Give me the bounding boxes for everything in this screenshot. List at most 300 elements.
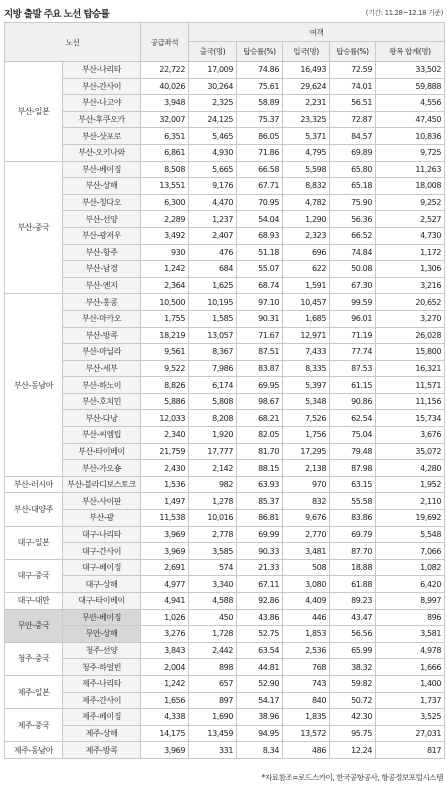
dep-rate-cell: 51.18 [237,244,283,261]
dep-rate-cell: 58.89 [237,95,283,112]
seats-cell: 22,722 [141,62,189,79]
arrivals-cell: 2,323 [283,227,330,244]
arr-rate-cell: 69.79 [330,526,376,543]
arr-rate-cell: 61.15 [330,377,376,394]
route-cell: 부산-베이징 [63,161,141,178]
seats-cell: 9,561 [141,344,189,361]
seats-cell: 4,941 [141,593,189,610]
region-group-cell: 부산-대양주 [5,493,63,526]
arr-rate-cell: 72.87 [330,111,376,128]
route-cell: 부산-후쿠오카 [63,111,141,128]
seats-cell: 1,755 [141,310,189,327]
table-row [5,344,445,361]
arr-rate-cell: 38.32 [330,659,376,676]
table-row [5,493,445,510]
arrivals-cell: 17,295 [283,443,330,460]
seats-cell: 8,826 [141,377,189,394]
departures-cell: 5,665 [189,161,237,178]
arrivals-cell: 1,685 [283,310,330,327]
table-row [5,227,445,244]
dep-rate-cell: 71.67 [237,327,283,344]
arrivals-cell: 768 [283,659,330,676]
arrivals-cell: 13,572 [283,725,330,742]
arrivals-cell: 5,397 [283,377,330,394]
total-cell: 1,082 [376,559,445,576]
arr-rate-cell: 42.30 [330,709,376,726]
departures-cell: 982 [189,476,237,493]
seats-cell: 3,843 [141,642,189,659]
arr-rate-cell: 50.72 [330,692,376,709]
arr-rate-cell: 65.80 [330,161,376,178]
dep-rate-cell: 68.93 [237,227,283,244]
arrivals-cell: 4,409 [283,593,330,610]
departures-cell: 2,407 [189,227,237,244]
route-cell: 제주-나리타 [63,675,141,692]
seats-cell: 5,886 [141,393,189,410]
route-cell: 부산-상해 [63,178,141,195]
arr-rate-cell: 74.01 [330,78,376,95]
total-cell: 2,527 [376,211,445,228]
table-row [5,393,445,410]
arrivals-cell: 486 [283,742,330,759]
dep-rate-cell: 83.87 [237,360,283,377]
arr-rate-cell: 66.52 [330,227,376,244]
dep-rate-cell: 85.37 [237,493,283,510]
departures-cell: 7,986 [189,360,237,377]
departures-cell: 8,367 [189,344,237,361]
total-cell: 18,008 [376,178,445,195]
table-row [5,327,445,344]
departures-cell: 2,325 [189,95,237,112]
route-cell: 부산-항주 [63,244,141,261]
table-row [5,742,445,759]
region-group-cell: 청주-중국 [5,642,63,675]
departures-cell: 6,174 [189,377,237,394]
route-cell: 무안-베이징 [63,609,141,626]
arrivals-cell: 1,835 [283,709,330,726]
region-group-cell: 제주-일본 [5,675,63,708]
table-row [5,360,445,377]
total-cell: 15,800 [376,344,445,361]
dep-rate-cell: 94.95 [237,725,283,742]
table-row [5,642,445,659]
dep-rate-cell: 97.10 [237,294,283,311]
route-cell: 부산-마카오 [63,310,141,327]
region-group-cell: 부산-일본 [5,62,63,162]
route-cell: 부산-괌 [63,510,141,527]
region-group-cell: 부산-중국 [5,161,63,294]
table-row [5,310,445,327]
seats-cell: 1,497 [141,493,189,510]
arrivals-cell: 622 [283,261,330,278]
departures-cell: 1,690 [189,709,237,726]
route-cell: 청주-선양 [63,642,141,659]
seats-cell: 3,969 [141,526,189,543]
total-cell: 4,730 [376,227,445,244]
seats-cell: 40,026 [141,78,189,95]
dep-rate-cell: 98.67 [237,393,283,410]
table-row [5,261,445,278]
seats-cell: 6,300 [141,194,189,211]
route-cell: 부산-오키나와 [63,144,141,161]
arrivals-cell: 5,371 [283,128,330,145]
route-cell: 제주-간사이 [63,692,141,709]
departures-cell: 2,778 [189,526,237,543]
arr-rate-cell: 87.98 [330,460,376,477]
arrivals-cell: 5,348 [283,393,330,410]
route-cell: 부산-다낭 [63,410,141,427]
route-cell: 부산-남경 [63,261,141,278]
dep-rate-cell: 87.51 [237,344,283,361]
table-row [5,410,445,427]
arr-rate-cell: 18.88 [330,559,376,576]
table-row [5,593,445,610]
seats-cell: 2,364 [141,277,189,294]
route-cell: 대구-상해 [63,576,141,593]
route-cell: 부산-옌지 [63,277,141,294]
title-bar [4,6,443,20]
seats-cell: 10,500 [141,294,189,311]
route-cell: 부산-선양 [63,211,141,228]
route-cell: 제주-베이징 [63,709,141,726]
departures-cell: 4,588 [189,593,237,610]
total-cell: 11,263 [376,161,445,178]
departures-cell: 3,585 [189,543,237,560]
table-row [5,78,445,95]
arrivals-cell: 1,591 [283,277,330,294]
seats-cell: 3,276 [141,626,189,643]
total-cell: 16,321 [376,360,445,377]
total-cell: 11,156 [376,393,445,410]
total-cell: 1,737 [376,692,445,709]
departures-cell: 24,125 [189,111,237,128]
arrivals-cell: 5,598 [283,161,330,178]
dep-rate-cell: 67.71 [237,178,283,195]
arr-rate-cell: 75.04 [330,427,376,444]
arrivals-cell: 16,493 [283,62,330,79]
table-row [5,144,445,161]
arrivals-cell: 970 [283,476,330,493]
total-cell: 27,031 [376,725,445,742]
seats-cell: 18,219 [141,327,189,344]
arr-rate-cell: 50.08 [330,261,376,278]
dep-rate-cell: 86.81 [237,510,283,527]
total-cell: 33,502 [376,62,445,79]
route-cell: 부산-마닐라 [63,344,141,361]
route-cell: 청주-하얼빈 [63,659,141,676]
table-row [5,178,445,195]
arrivals-cell: 1,756 [283,427,330,444]
total-cell: 5,548 [376,526,445,543]
arr-rate-cell: 89.23 [330,593,376,610]
arr-rate-cell: 87.70 [330,543,376,560]
arr-rate-cell: 12.24 [330,742,376,759]
dep-rate-cell: 71.86 [237,144,283,161]
total-cell: 7,066 [376,543,445,560]
seats-cell: 1,242 [141,675,189,692]
route-cell: 부산-나리타 [63,62,141,79]
arrivals-cell: 8,832 [283,178,330,195]
departures-cell: 13,459 [189,725,237,742]
seats-cell: 12,033 [141,410,189,427]
route-cell: 부산-세부 [63,360,141,377]
arrivals-cell: 9,676 [283,510,330,527]
dep-rate-cell: 38.96 [237,709,283,726]
seats-cell: 4,338 [141,709,189,726]
departures-cell: 1,278 [189,493,237,510]
arrivals-cell: 2,536 [283,642,330,659]
seats-cell: 2,004 [141,659,189,676]
arr-rate-cell: 59.82 [330,675,376,692]
dep-rate-cell: 21.33 [237,559,283,576]
dep-rate-cell: 68.74 [237,277,283,294]
total-cell: 3,581 [376,626,445,643]
dep-rate-cell: 67.11 [237,576,283,593]
route-cell: 부산-씨엠립 [63,427,141,444]
arrivals-cell: 840 [283,692,330,709]
arr-rate-cell: 71.19 [330,327,376,344]
total-cell: 896 [376,609,445,626]
departures-cell: 13,057 [189,327,237,344]
total-cell: 2,110 [376,493,445,510]
total-cell: 35,072 [376,443,445,460]
table-row [5,111,445,128]
total-cell: 47,450 [376,111,445,128]
total-cell: 817 [376,742,445,759]
dep-rate-cell: 74.86 [237,62,283,79]
departures-cell: 4,470 [189,194,237,211]
dep-rate-cell: 81.70 [237,443,283,460]
arrivals-cell: 1,853 [283,626,330,643]
route-cell: 대구-간사이 [63,543,141,560]
col-total-header: 왕복 합계(명) [376,42,445,62]
table-row [5,443,445,460]
table-row [5,559,445,576]
departures-cell: 476 [189,244,237,261]
total-cell: 9,725 [376,144,445,161]
arrivals-cell: 832 [283,493,330,510]
table-row [5,95,445,112]
seats-cell: 3,969 [141,742,189,759]
table-row [5,675,445,692]
arr-rate-cell: 95.75 [330,725,376,742]
arr-rate-cell: 72.59 [330,62,376,79]
total-cell: 9,252 [376,194,445,211]
departures-cell: 10,016 [189,510,237,527]
total-cell: 3,676 [376,427,445,444]
route-cell: 부산-블라디보스토크 [63,476,141,493]
table-row [5,725,445,742]
departures-cell: 17,777 [189,443,237,460]
table-row [5,460,445,477]
dep-rate-cell: 86.05 [237,128,283,145]
seats-cell: 930 [141,244,189,261]
total-cell: 10,836 [376,128,445,145]
dep-rate-cell: 43.86 [237,609,283,626]
arrivals-cell: 7,433 [283,344,330,361]
seats-cell: 2,340 [141,427,189,444]
col-departures-header: 출국(명) [189,42,237,62]
arrivals-cell: 10,457 [283,294,330,311]
departures-cell: 8,208 [189,410,237,427]
departures-cell: 1,237 [189,211,237,228]
departures-cell: 1,625 [189,277,237,294]
arrivals-cell: 4,782 [283,194,330,211]
dep-rate-cell: 82.05 [237,427,283,444]
arrivals-cell: 446 [283,609,330,626]
table-row [5,659,445,676]
route-cell: 부산-하노이 [63,377,141,394]
arr-rate-cell: 55.58 [330,493,376,510]
arr-rate-cell: 84.57 [330,128,376,145]
seats-cell: 2,430 [141,460,189,477]
arr-rate-cell: 61.88 [330,576,376,593]
total-cell: 1,952 [376,476,445,493]
dep-rate-cell: 90.33 [237,543,283,560]
arrivals-cell: 23,325 [283,111,330,128]
departures-cell: 2,442 [189,642,237,659]
table-row [5,194,445,211]
arrivals-cell: 29,624 [283,78,330,95]
col-seats-header: 공급좌석 [141,23,189,62]
table-row [5,709,445,726]
route-cell: 부산-간사이 [63,78,141,95]
dep-rate-cell: 55.07 [237,261,283,278]
total-cell: 3,216 [376,277,445,294]
region-group-cell: 대구-대만 [5,593,63,610]
arr-rate-cell: 56.56 [330,626,376,643]
dep-rate-cell: 88.15 [237,460,283,477]
route-cell: 부산-방콕 [63,327,141,344]
arr-rate-cell: 79.48 [330,443,376,460]
arr-rate-cell: 43.47 [330,609,376,626]
seats-cell: 21,759 [141,443,189,460]
seats-cell: 13,551 [141,178,189,195]
table-row [5,244,445,261]
table-row [5,294,445,311]
route-cell: 대구-타이베이 [63,593,141,610]
table-row [5,510,445,527]
arr-rate-cell: 96.01 [330,310,376,327]
dep-rate-cell: 54.04 [237,211,283,228]
table-row [5,576,445,593]
route-cell: 부산-홍콩 [63,294,141,311]
route-cell: 대구-나리타 [63,526,141,543]
arr-rate-cell: 65.99 [330,642,376,659]
route-cell: 무안-상해 [63,626,141,643]
total-cell: 4,280 [376,460,445,477]
source-note: *자료참조=로드스카이, 한국공항공사, 항공정보포털시스템 [261,773,443,782]
dep-rate-cell: 8.34 [237,742,283,759]
table-row [5,62,445,79]
dep-rate-cell: 70.95 [237,194,283,211]
header-row-1 [5,23,445,42]
arr-rate-cell: 65.18 [330,178,376,195]
region-group-cell: 제주-동남아 [5,742,63,759]
total-cell: 8,997 [376,593,445,610]
table-row [5,161,445,178]
total-cell: 11,571 [376,377,445,394]
route-cell: 부산-호치민 [63,393,141,410]
arrivals-cell: 12,971 [283,327,330,344]
seats-cell: 1,242 [141,261,189,278]
departures-cell: 450 [189,609,237,626]
total-cell: 20,652 [376,294,445,311]
departures-cell: 10,195 [189,294,237,311]
dep-rate-cell: 54.17 [237,692,283,709]
seats-cell: 6,861 [141,144,189,161]
total-cell: 1,666 [376,659,445,676]
arr-rate-cell: 67.30 [330,277,376,294]
arrivals-cell: 3,481 [283,543,330,560]
table-row [5,211,445,228]
seats-cell: 3,948 [141,95,189,112]
table-row [5,526,445,543]
departures-cell: 331 [189,742,237,759]
total-cell: 26,028 [376,327,445,344]
total-cell: 6,420 [376,576,445,593]
dep-rate-cell: 63.54 [237,642,283,659]
departures-cell: 4,930 [189,144,237,161]
arr-rate-cell: 63.15 [330,476,376,493]
route-cell: 부산-광저우 [63,227,141,244]
route-cell: 대구-베이징 [63,559,141,576]
departures-cell: 9,176 [189,178,237,195]
arrivals-cell: 3,080 [283,576,330,593]
departures-cell: 1,920 [189,427,237,444]
route-cell: 부산-칭다오 [63,194,141,211]
col-route-header: 노선 [5,23,141,62]
dep-rate-cell: 90.31 [237,310,283,327]
dep-rate-cell: 52.75 [237,626,283,643]
region-group-cell: 대구-일본 [5,526,63,559]
dep-rate-cell: 66.58 [237,161,283,178]
seats-cell: 32,007 [141,111,189,128]
table-row [5,476,445,493]
region-group-cell: 부산-동남아 [5,294,63,477]
departures-cell: 2,142 [189,460,237,477]
table-row [5,626,445,643]
departures-cell: 30,264 [189,78,237,95]
arr-rate-cell: 74.84 [330,244,376,261]
departures-cell: 574 [189,559,237,576]
seats-cell: 1,026 [141,609,189,626]
arrivals-cell: 743 [283,675,330,692]
route-cell: 제주-방콕 [63,742,141,759]
seats-cell: 1,536 [141,476,189,493]
total-cell: 1,306 [376,261,445,278]
departures-cell: 657 [189,675,237,692]
total-cell: 59,888 [376,78,445,95]
seats-cell: 1,656 [141,692,189,709]
table-body [5,62,445,759]
departures-cell: 17,009 [189,62,237,79]
total-cell: 3,270 [376,310,445,327]
departures-cell: 898 [189,659,237,676]
total-cell: 4,978 [376,642,445,659]
departures-cell: 897 [189,692,237,709]
seats-cell: 11,538 [141,510,189,527]
route-load-factor-table [4,22,445,759]
arr-rate-cell: 87.53 [330,360,376,377]
table-row [5,609,445,626]
dep-rate-cell: 68.21 [237,410,283,427]
arr-rate-cell: 56.36 [330,211,376,228]
table-row [5,128,445,145]
dep-rate-cell: 63.93 [237,476,283,493]
dep-rate-cell: 75.61 [237,78,283,95]
arr-rate-cell: 75.90 [330,194,376,211]
